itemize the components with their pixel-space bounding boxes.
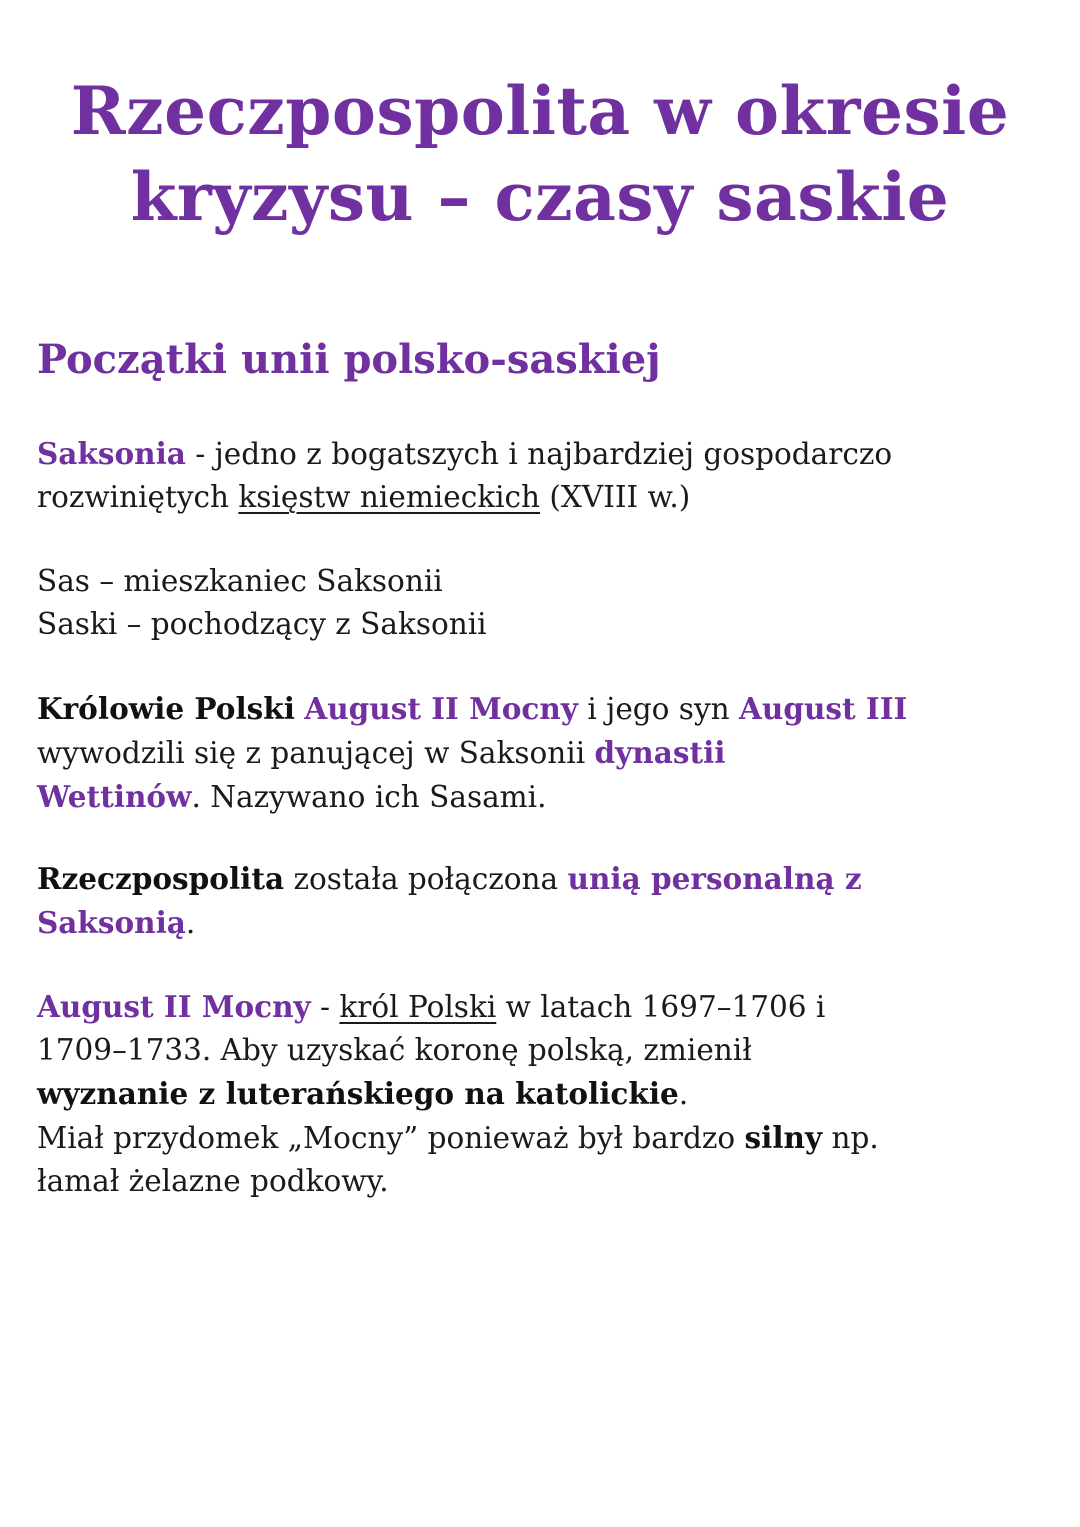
paragraph-line [37,731,1047,775]
text-fragment: . [185,906,196,940]
paragraph-krolowie [37,687,1047,819]
paragraph-line [37,476,1047,519]
term-unia-personalna: unią personalną z [567,861,862,896]
underlined-term: księstw niemieckich [238,480,541,514]
text-fragment [295,692,304,726]
paragraph-line [37,901,1047,945]
text-fragment: rozwiniętych [37,480,239,514]
underlined-term: król Polski [339,990,497,1024]
paragraph-august-ii [37,985,1047,1203]
bold-term: Rzeczpospolita [37,861,285,896]
term-wettinow: Wettinów [37,779,192,814]
page-title-line-2: kryzysu – czasy saskie [130,158,950,236]
text-fragment: została połączona [284,862,568,896]
bold-term: Królowie Polski [37,691,295,726]
text-fragment: - jedno z bogatszych i najbardziej gospodarczo [185,437,893,471]
text-fragment: - [310,990,340,1024]
term-august-ii: August II Mocny [304,691,578,726]
paragraph-line [37,1029,1047,1072]
page-title [0,68,1080,240]
definition-saski: Saski – pochodzący z Saksonii [37,607,487,641]
text-fragment: wywodzili się z panującej w Saksonii [37,736,595,770]
paragraph-line [37,687,1047,731]
page-title-line-1: Rzeczpospolita w okresie [70,72,1010,150]
paragraph-line [37,857,1047,901]
paragraph-saksonia [37,432,1047,519]
bold-term: silny [744,1120,823,1155]
text-fragment: w latach 1697–1706 i [496,990,826,1024]
paragraph-line [37,1116,1047,1160]
term-saksonia-2: Saksonią [37,905,186,940]
term-august-ii-mocny: August II Mocny [37,989,311,1024]
paragraph-definitions [37,560,1047,646]
text-fragment: . Nazywano ich Sasami. [191,780,547,814]
bold-term: wyznanie z luterańskiego na katolickie [37,1076,679,1111]
definition-sas: Sas – mieszkaniec Saksonii [37,564,443,598]
section-heading: Początki unii polsko-saskiej [37,336,661,383]
term-saksonia: Saksonia [37,436,186,471]
term-dynastii: dynastii [594,735,726,770]
paragraph-line [37,775,1047,819]
text-fragment: 1709–1733. Aby uzyskać koronę polską, zmienił [37,1033,752,1067]
term-august-iii: August III [738,691,908,726]
text-fragment: i jego syn [577,692,739,726]
text-fragment: (XVIII w.) [540,480,691,514]
paragraph-line [37,1160,1047,1203]
paragraph-line [37,985,1047,1029]
paragraph-unia [37,857,1047,945]
text-fragment: łamał żelazne podkowy. [37,1164,389,1198]
text-fragment: Miał przydomek „Mocny” ponieważ był bardzo [37,1121,745,1155]
paragraph-line [37,432,1047,476]
text-fragment: np. [822,1121,879,1155]
text-fragment: . [678,1077,689,1111]
paragraph-line [37,1072,1047,1116]
